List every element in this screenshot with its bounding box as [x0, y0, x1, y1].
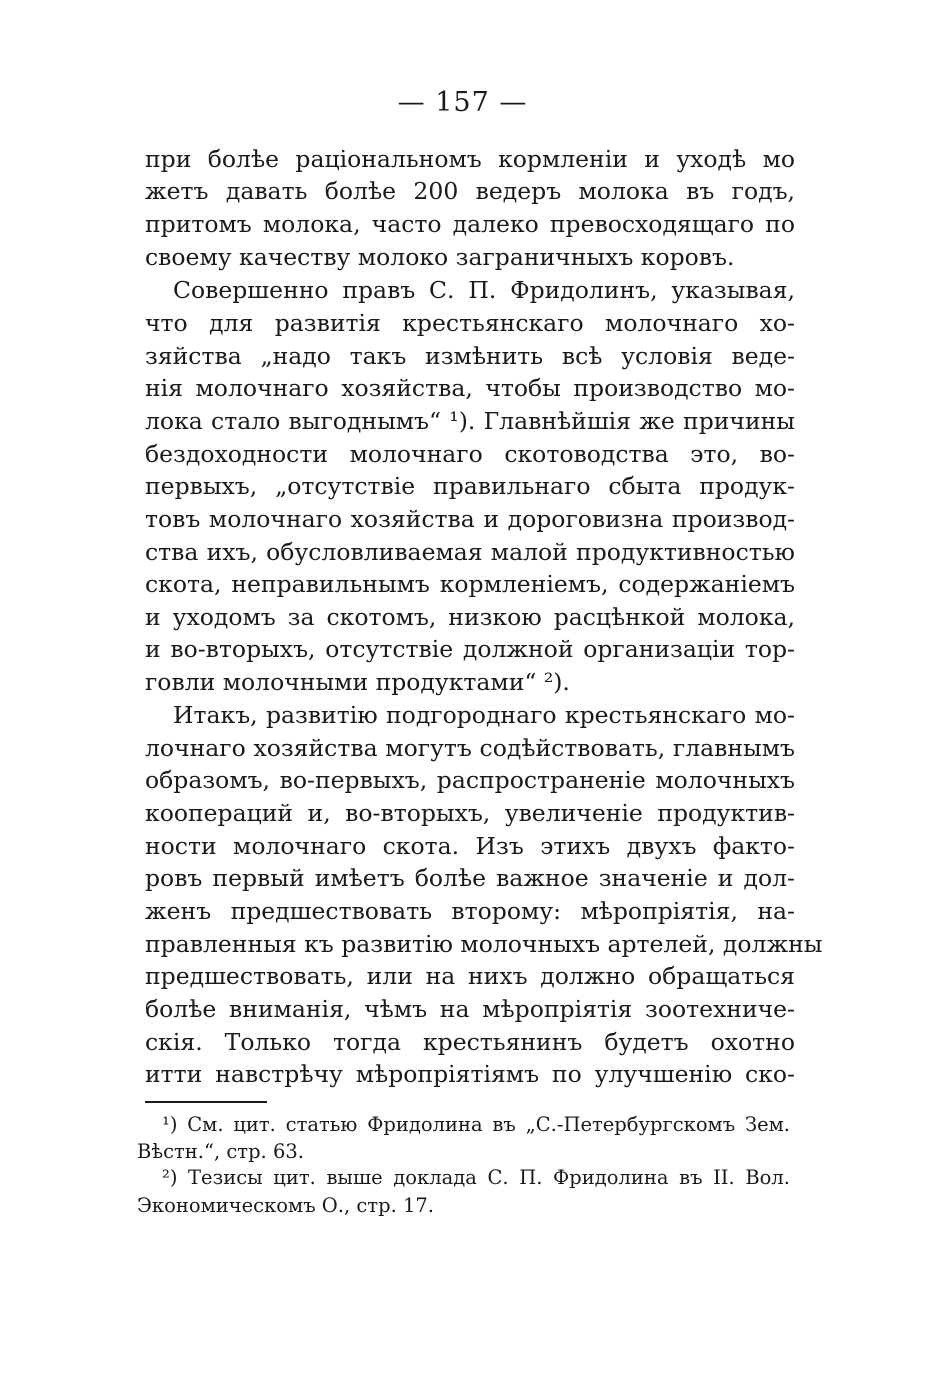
text-line: зяйства „надо такъ измѣнить всѣ условія веде-	[145, 342, 795, 370]
text-line: ности молочнаго скота. Изъ этихъ двухъ факто-	[145, 832, 795, 860]
text-line: бездоходности молочнаго скотоводства это, во-	[145, 440, 795, 468]
text-line: при болѣе раціональномъ кормленіи и уходѣ мо	[145, 145, 795, 173]
text-line: лока стало выгоднымъ“ ¹). Главнѣйшія же причины	[145, 407, 795, 435]
paragraph-start-line: Совершенно правъ С. П. Фридолинъ, указывая,	[173, 276, 795, 304]
footnote-line: ²) Тезисы цит. выше доклада С. П. Фридолина въ II. Вол.	[162, 1166, 790, 1189]
text-line: предшествовать, или на нихъ должно обращаться	[145, 962, 795, 990]
footnote-line: Вѣстн.“, стр. 63.	[137, 1140, 304, 1163]
text-line: лочнаго хозяйства могутъ содѣйствовать, главнымъ	[145, 734, 795, 762]
text-line: скота, неправильнымъ кормленіемъ, содержаніемъ	[145, 570, 795, 598]
text-line: что для развитія крестьянскаго молочнаго хо-	[145, 309, 795, 337]
text-line: притомъ молока, часто далеко превосходящаго по	[145, 210, 795, 238]
text-line: нія молочнаго хозяйства, чтобы производство мо-	[145, 374, 795, 402]
paragraph-start-line: Итакъ, развитію подгороднаго крестьянскаго мо-	[173, 701, 795, 729]
text-line: ства ихъ, обусловливаемая малой продуктивностью	[145, 538, 795, 566]
text-line: и во-вторыхъ, отсутствіе должной организаціи тор-	[145, 635, 795, 663]
text-line: своему качеству молоко заграничныхъ коровъ.	[145, 243, 735, 271]
text-line: товъ молочнаго хозяйства и дороговизна производ-	[145, 505, 795, 533]
text-line: женъ предшествовать второму: мѣропріятія, на-	[145, 897, 795, 925]
text-line: правленныя къ развитію молочныхъ артелей, должны	[145, 930, 823, 958]
page-number: — 157 —	[397, 87, 528, 118]
text-line: говли молочными продуктами“ ²).	[145, 668, 570, 696]
footnote-line: Экономическомъ О., стр. 17.	[137, 1194, 434, 1217]
footnote-line: ¹) См. цит. статью Фридолина въ „С.-Петербургскомъ Зем.	[162, 1113, 790, 1136]
text-line: болѣе вниманія, чѣмъ на мѣропріятія зоотехниче-	[145, 995, 795, 1023]
text-line: образомъ, во-первыхъ, распространеніе молочныхъ	[145, 766, 795, 794]
text-line: итти навстрѣчу мѣропріятіямъ по улучшенію ско-	[145, 1060, 795, 1088]
text-line: и уходомъ за скотомъ, низкою расцѣнкой молока,	[145, 603, 795, 631]
footnote-divider	[145, 1101, 267, 1103]
text-line: ровъ первый имѣетъ болѣе важное значеніе и дол-	[145, 864, 795, 892]
text-line: коопераций и, во-вторыхъ, увеличеніе продуктив-	[145, 799, 795, 827]
text-line: скія. Только тогда крестьянинъ будетъ охотно	[145, 1028, 795, 1056]
text-line: жетъ давать болѣе 200 ведеръ молока въ годъ,	[145, 177, 795, 205]
text-line: первыхъ, „отсутствіе правильнаго сбыта продук-	[145, 472, 795, 500]
